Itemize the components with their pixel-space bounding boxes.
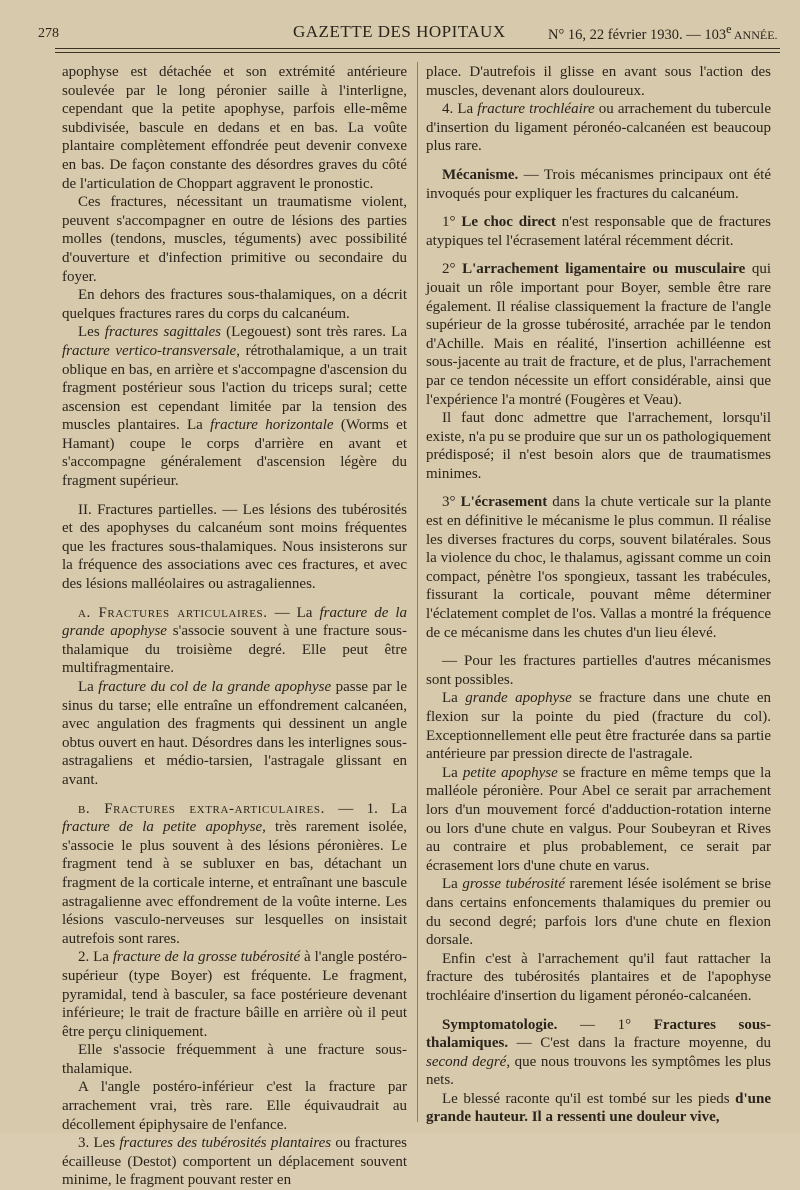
text-run: , rétrothalamique, a un trait oblique en bas, en arrière et s'accompagne d'ascension du fragment postérieur sous l'action du triceps sural; cette ascension est cependant limitée par la tension des muscles plantaires. La (62, 342, 407, 434)
section-paragraph (426, 166, 771, 203)
issue-info (548, 22, 778, 44)
bold-term: L'arrachement ligamentaire ou musculaire (462, 261, 746, 278)
section-paragraph (62, 501, 407, 594)
header-rule-top (55, 48, 780, 49)
text-run: — La (267, 604, 320, 621)
text-run: Les (78, 324, 105, 341)
paragraph (426, 100, 771, 156)
text-run: Le blessé raconte qu'il est tombé sur les pieds (442, 1090, 736, 1107)
list-number: 1° (442, 214, 462, 231)
issue-text: N° 16, 22 février 1930. — 103 (548, 26, 727, 43)
text-run: rarement lésée isolément se brise dans certains enfoncements thalamiques du premier ou du second degré; parfois lors d'une chute en flexion dorsale. (426, 876, 771, 949)
page-number: 278 (38, 26, 59, 41)
text-run: ou arrachement du tubercule d'insertion du ligament péronéo-calcanéen est beaucoup plus rare. (426, 101, 771, 155)
paragraph (426, 213, 771, 250)
header-rule-bottom (55, 52, 780, 53)
paragraph (426, 1090, 771, 1127)
bold-term: Le choc direct (461, 214, 556, 231)
paragraph: Elle s'associe fréquemment à une fracture sous-thalamique. (62, 1042, 407, 1077)
subsection-heading: b. Fractures extra-articulaires. (78, 800, 325, 817)
column-divider (417, 62, 418, 1122)
text-run: — C'est dans la fracture moyenne, du (508, 1035, 771, 1052)
text-run: La (442, 876, 463, 893)
paragraph: place. D'autrefois il glisse en avant sous l'action des muscles, devenant alors douloureux. (426, 64, 771, 99)
paragraph: — Pour les fractures partielles d'autres mécanismes sont possibles. (426, 653, 771, 688)
paragraph (426, 764, 771, 876)
text-run: n'est responsable que de fractures atypiques tel l'écrasement latéral récemment décrit. (426, 214, 771, 249)
italic-term: fracture du col de la grande apophyse (98, 679, 332, 695)
paragraph (426, 260, 771, 409)
italic-term: fracture vertico-transversale (62, 342, 237, 359)
bold-term: Fractures sous-thalamiques. (426, 1016, 772, 1052)
text-run: La (442, 690, 466, 707)
paragraph: Il faut donc admettre que l'arrachement, lorsqu'il existe, n'a pu se produire que sur un os pathologiquement prédisposé; il n'est besoin alors que de traumatismes minimes. (426, 410, 771, 482)
issue-sup: e (726, 22, 732, 36)
bold-term: L'écrasement (460, 494, 548, 511)
right-column (426, 63, 771, 1127)
issue-suffix: ANNÉE. (731, 27, 778, 42)
text-run: — Trois mécanismes principaux ont été invoqués pour expliquer les fractures du calcanéum. (426, 166, 771, 202)
section-heading: II. Fractures partielles. (78, 501, 217, 518)
italic-term: fracture trochléaire (477, 101, 595, 118)
text-run: La (78, 679, 99, 695)
subsection-heading: a. Fractures articulaires. (78, 604, 268, 621)
italic-term: fracture de la grosse tubérosité (112, 949, 301, 966)
italic-term: fractures sagittales (104, 324, 222, 341)
left-column (62, 63, 407, 1190)
text-run: qui jouait un rôle important pour Boyer, semble être rare également. Il réalise classiquement la fracture de l'angle supérieur de la grosse tubérosité, arrachée par le tendon d'Achille. Mais en réalité, l'insertion achilléenne est sous-jacente au trait de fracture, et de plus, l'arrachement par ce tendon nécessite un effort considérable, ainsi que l'expérience l'a montré (Fougères et Veau). (426, 261, 772, 408)
text-run: — 1. La (324, 800, 407, 817)
paragraph (426, 493, 771, 642)
text-run: à l'angle postéro-supérieur (type Boyer) est fréquente. Le fragment, pyramidal, tend à basculer, sa face postérieure devenant inférieure; le trait de fracture bâille en arrière où il peut être perçu cliniquement. (62, 949, 407, 1040)
text-run: (Worms et Hamant) coupe le corps d'arrière en avant et s'accompagne généralement d'ascension légère du fragment supérieur. (62, 417, 407, 490)
subsection-paragraph (62, 604, 407, 678)
text-run: ou fractures écailleuse (Destot) comportent un déplacement souvent minime, le fragment pouvant rester en (62, 1135, 407, 1189)
bold-term: d'une grande hauteur. Il a ressenti une douleur vive, (426, 1090, 771, 1126)
italic-term: fracture de la petite apophyse (62, 819, 263, 836)
paragraph (62, 1134, 407, 1190)
section-paragraph (426, 1016, 771, 1090)
text-run: 4. La (442, 101, 478, 118)
paragraph (62, 948, 407, 1041)
section-heading: Mécanisme. (442, 166, 519, 183)
italic-term: fractures des tubérosités plantaires (119, 1135, 332, 1152)
paragraph: En dehors des fractures sous-thalamiques, on a décrit quelques fractures rares du corps du calcanéum. (62, 287, 407, 322)
section-heading: Symptomatologie. (442, 1016, 558, 1033)
paragraph: Ces fractures, nécessitant un traumatisme violent, peuvent s'accompagner en outre de lésions des parties molles (tendons, muscles, téguments) avec possibilité d'ouverture et d'infection primitive ou secondaire du foyer. (62, 194, 407, 285)
list-number: 3° (442, 494, 461, 511)
list-number: 2° (442, 261, 463, 278)
text-run: — 1° (557, 1016, 654, 1033)
italic-term: grosse tubérosité (462, 876, 565, 893)
paragraph: Enfin c'est à l'arrachement qu'il faut rattacher la fracture des tubérosités plantaires et de l'apophyse trochléaire d'insertion du ligament péronéo-calcanéen. (426, 950, 771, 1004)
italic-term: fracture de la grande apophyse (62, 604, 408, 640)
text-run: dans la chute verticale sur la plante est en définitive le mécanisme le plus commun. Il réalise les diverses fractures du corps, souvent bilatérales. Sous la violence du choc, le thalamus, agissant comme un coin compact, pénètre l'os spongieux, tassant les trabécules, fissurant la corticale, pouvant même déterminer l'éclatement complet de l'os. Vallas a montré la fréquence de ce mécanisme dans les chutes d'un lieu élevé. (426, 494, 771, 641)
text-run: 2. La (78, 949, 113, 966)
paragraph (62, 678, 407, 790)
paragraph: apophyse est détachée et son extrémité antérieure soulevée par le long péronier saille à l'interligne, cependant que la petite apophyse, parfois elle-même subdivisée, bascule en dedans et en bas. La voûte plantaire complètement effondrée peut devenir convexe en bas. De façon constante des désordres graves du côté de l'articulation de Choppart aggravent le pronostic. (62, 64, 407, 192)
paragraph (62, 323, 407, 490)
italic-term: grande apophyse (465, 690, 572, 707)
italic-term: second degré (426, 1053, 507, 1070)
page-header (38, 18, 780, 46)
text-run: (Legouest) sont très rares. La (221, 324, 407, 341)
text-run: , très rarement isolée, s'associe le plus souvent à des lésions péronières. Le fragment tend à se subluxer en bas, détachant un fragment de la corticale interne, et entraînant une bascule astragalienne avec effondrement de la voûte interne. Les lésions vasculo-nerveuses sur lesquelles on insistait autrefois sont rares. (62, 819, 407, 947)
text-run: , que nous trouvons les symptômes les plus nets. (426, 1053, 771, 1089)
paragraph: A l'angle postéro-inférieur c'est la fracture par arrachement vrai, très rare. Elle équivaudrait au décollement épiphysaire de l'enfance. (62, 1079, 407, 1133)
text-run: se fracture en même temps que la malléole péronière. Pour Abel ce serait par arrachement lors d'un mouvement forcé d'adduction-rotation interne ou lors d'une chute en valgus. Pour Soubeyran et Rives au contraire et plus probablement, ce serait par écrasement lors d'une chute en varus. (426, 764, 771, 874)
italic-term: petite apophyse (462, 764, 558, 781)
text-run: se fracture dans une chute en flexion sur la pointe du pied (fracture du col). Exceptionnellement elle peut être fracturée dans sa partie antérieure par pression directe de l'astragale. (426, 690, 772, 763)
paragraph (426, 689, 771, 763)
text-run: — Les lésions des tubérosités et des apophyses du calcanéum sont moins fréquentes que les fractures sous-thalamiques. Nous insisterons sur la fréquence des associations avec ces fractures, et avec des lésions malléolaires ou astragaliennes. (62, 501, 407, 593)
subsection-paragraph (62, 800, 407, 949)
text-run: passe par le sinus du tarse; elle entraîne un effondrement calcanéen, avec angulation des fragments qui dessinent un angle obtus ouvert en haut. Désordres dans les interlignes sous-astragaliens et médio-tarsien, l'astragale glissant en avant. (62, 679, 407, 788)
text-run: La (442, 764, 463, 781)
italic-term: fracture horizontale (210, 417, 334, 434)
publication-title: GAZETTE DES HOPITAUX (293, 22, 506, 41)
text-run: s'associe souvent à une fracture sous-thalamique du troisième degré. Elle peut être multifragmentaire. (62, 623, 407, 677)
text-run: 3. Les (78, 1135, 120, 1152)
paragraph (426, 875, 771, 949)
